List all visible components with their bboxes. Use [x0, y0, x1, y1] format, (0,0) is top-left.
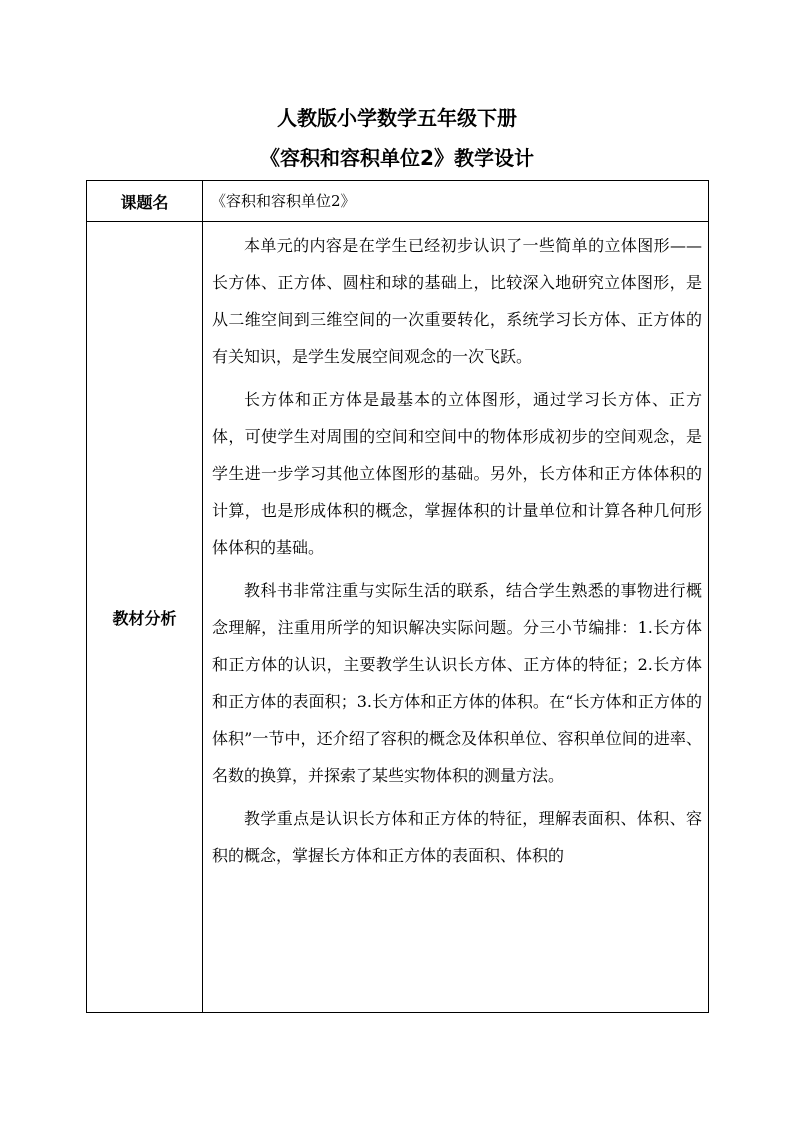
- analysis-content: [203, 222, 709, 1013]
- lesson-design-table: [86, 180, 709, 1013]
- analysis-paragraph: 长方体和正方体是最基本的立体图形，通过学习长方体、正方体，可使学生对周围的空间和空间中的物体形成初步的空间观念，是学生进一步学习其他立体图形的基础。另外，长方体和正方体体积的计算，也是形成体积的概念，掌握体积的计量单位和计算各种几何形体体积的基础。: [212, 390, 702, 557]
- document-subtitle: 《容积和容积单位2》教学设计: [260, 146, 534, 170]
- table-row-topic: [87, 181, 709, 222]
- table-row-analysis: [87, 222, 709, 1013]
- topic-value: 《容积和容积单位2》: [203, 181, 709, 222]
- analysis-paragraph: 教科书非常注重与实际生活的联系，结合学生熟悉的事物进行概念理解，注重用所学的知识解决实际问题。分三小节编排：1.长方体和正方体的认识，主要教学生认识长方体、正方体的特征；2.长方体和正方体的表面积；3.长方体和正方体的体积。在“长方体和正方体的体积”一节中，还介绍了容积的概念及体积单位、容积单位间的进率、名数的换算，并探索了某些实物体积的测量方法。: [212, 581, 702, 785]
- analysis-paragraph: 本单元的内容是在学生已经初步认识了一些简单的立体图形——长方体、正方体、圆柱和球的基础上，比较深入地研究立体图形，是从二维空间到三维空间的一次重要转化，系统学习长方体、正方体的有关知识，是学生发展空间观念的一次飞跃。: [212, 236, 702, 366]
- analysis-label: 教材分析: [87, 222, 203, 1013]
- document-title: 人教版小学数学五年级下册: [277, 106, 517, 130]
- analysis-paragraph: 教学重点是认识长方体和正方体的特征，理解表面积、体积、容积的概念，掌握长方体和正方体的表面积、体积的: [212, 809, 702, 865]
- topic-label: 课题名: [87, 181, 203, 222]
